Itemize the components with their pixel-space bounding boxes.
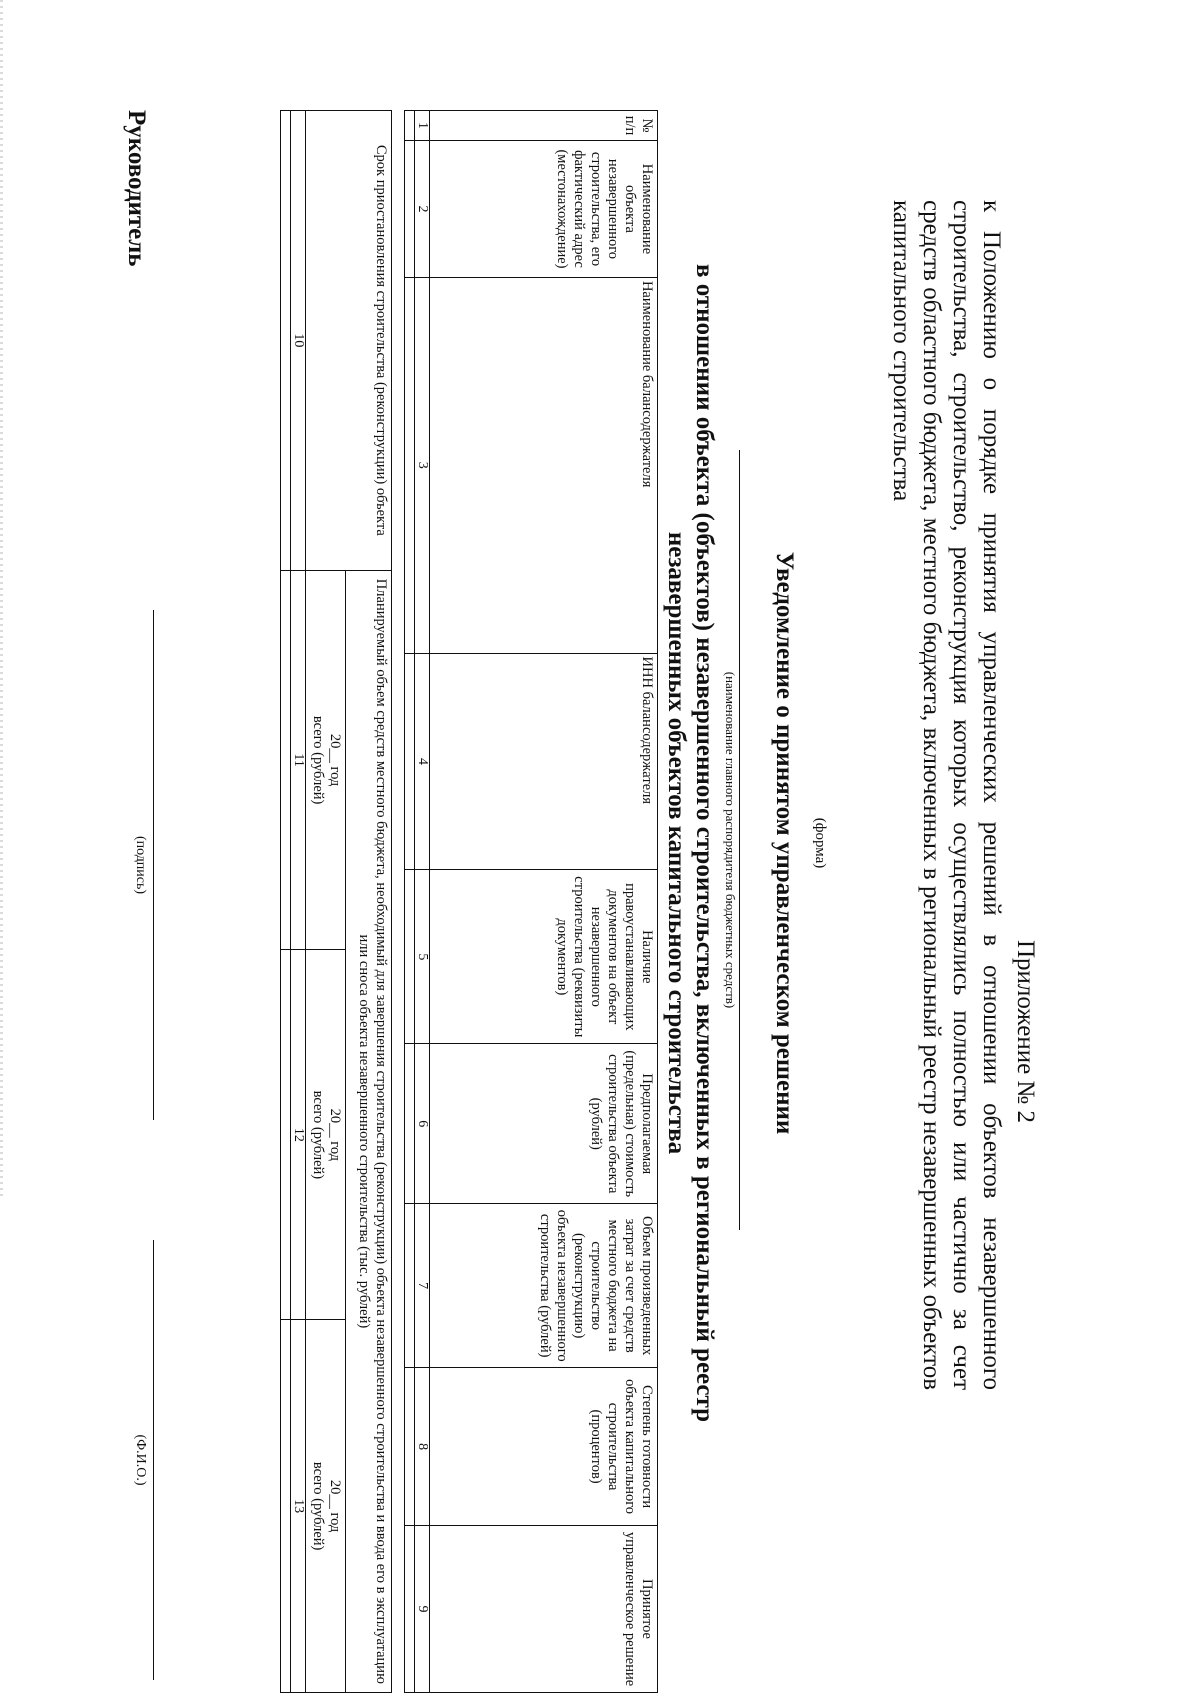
empty-cell: [405, 1526, 415, 1693]
column-number: 1: [415, 111, 430, 141]
header-cell: Объем произведенных затрат за счет средств местного бюджета на строительство (реконструкцию) объекта незавершенного строительства (рублей): [430, 1204, 658, 1368]
header-cell: Наименование балансодержателя: [430, 277, 658, 653]
column-number: 8: [415, 1368, 430, 1526]
total-label: всего (рублей): [310, 1090, 326, 1180]
total-label: всего (рублей): [310, 715, 326, 805]
empty-cell: [281, 950, 291, 1320]
empty-cell: [405, 1368, 415, 1526]
header-cell: Принятое управленческое решение: [430, 1526, 658, 1693]
column-number: 10: [291, 111, 306, 571]
column-number: 2: [415, 140, 430, 277]
empty-cell: [405, 140, 415, 277]
column-number: 5: [415, 870, 430, 1044]
appendix-title: Приложение № 2: [1012, 940, 1039, 1124]
manager-caption: (наименование главного распорядителя бюджетных средств): [723, 671, 738, 1009]
document-title: Уведомление о принятом управленческом решении: [771, 551, 798, 1135]
subject-line-2: незавершенных объектов капитального строительства: [663, 531, 690, 1155]
empty-cell: [405, 1044, 415, 1204]
signature-line: [153, 610, 154, 1120]
subject-line-1: в отношении объекта (объектов) незавершенного строительства, включенных в региональный реестр: [691, 263, 718, 1423]
signature-caption: (подпись): [133, 835, 148, 895]
name-caption: (Ф.И.О.): [133, 1434, 148, 1486]
empty-cell: [281, 570, 291, 950]
year-label: 20__ год: [327, 1479, 343, 1533]
total-label: всего (рублей): [310, 1461, 326, 1551]
empty-cell: [281, 1320, 291, 1693]
manager-name-line: [739, 450, 740, 1230]
year-cell: [306, 570, 346, 950]
empty-cell: [405, 277, 415, 653]
column-number: 11: [291, 570, 306, 950]
year-cell: [306, 950, 346, 1320]
column-number: 13: [291, 1320, 306, 1693]
signatory-role: Руководитель: [123, 110, 150, 267]
header-cell: ИНН балансодержателя: [430, 653, 658, 870]
column-number: 3: [415, 277, 430, 653]
header-cell: Степень готовности объекта капитального строительства (процентов): [430, 1368, 658, 1526]
objects-table: [404, 110, 658, 1693]
column-number: 4: [415, 653, 430, 870]
form-label: (форма): [812, 817, 828, 869]
empty-cell: [405, 1204, 415, 1368]
group-header-cell: Планируемый объем средств местного бюджета, необходимый для завершения строительства (реконструкции) объекта незавершенного строительства и ввода его в эксплуатацию или сноса объекта незавершенного строительства (тыс. рублей): [346, 570, 392, 1692]
column-number: 9: [415, 1526, 430, 1693]
header-cell: Наличие правоустанавливающих документов на объект незавершенного строительства (реквизиты документов): [430, 870, 658, 1044]
empty-cell: [405, 111, 415, 141]
budget-table: [280, 110, 392, 1693]
appendix-text: к Положению о порядке принятия управленческих решений в отношении объектов незавершенного строительства, строительство, реконструкция которых осуществлялись полностью или частично за счет средств областного бюджета, местного бюджета, включенных в региональный реестр незавершенных объектов капитального строительства: [888, 200, 1005, 1390]
empty-cell: [281, 111, 291, 571]
header-cell: № п/п: [430, 111, 658, 141]
year-label: 20__ год: [327, 1108, 343, 1162]
header-cell: Предполагаемая (предельная) стоимость строительства объекта (рублей): [430, 1044, 658, 1204]
subject-heading: [662, 0, 718, 1686]
column-number: 7: [415, 1204, 430, 1368]
empty-cell: [405, 870, 415, 1044]
year-label: 20__ год: [327, 733, 343, 787]
empty-cell: [405, 653, 415, 870]
column-number: 6: [415, 1044, 430, 1204]
year-cell: [306, 1320, 346, 1693]
header-cell: Наименование объекта незавершенного строительства, его фактический адрес (местонахождение): [430, 140, 658, 277]
header-cell: Срок приостановления строительства (реконструкции) объекта: [306, 111, 392, 571]
name-line: [153, 1240, 154, 1680]
column-number: 12: [291, 950, 306, 1320]
